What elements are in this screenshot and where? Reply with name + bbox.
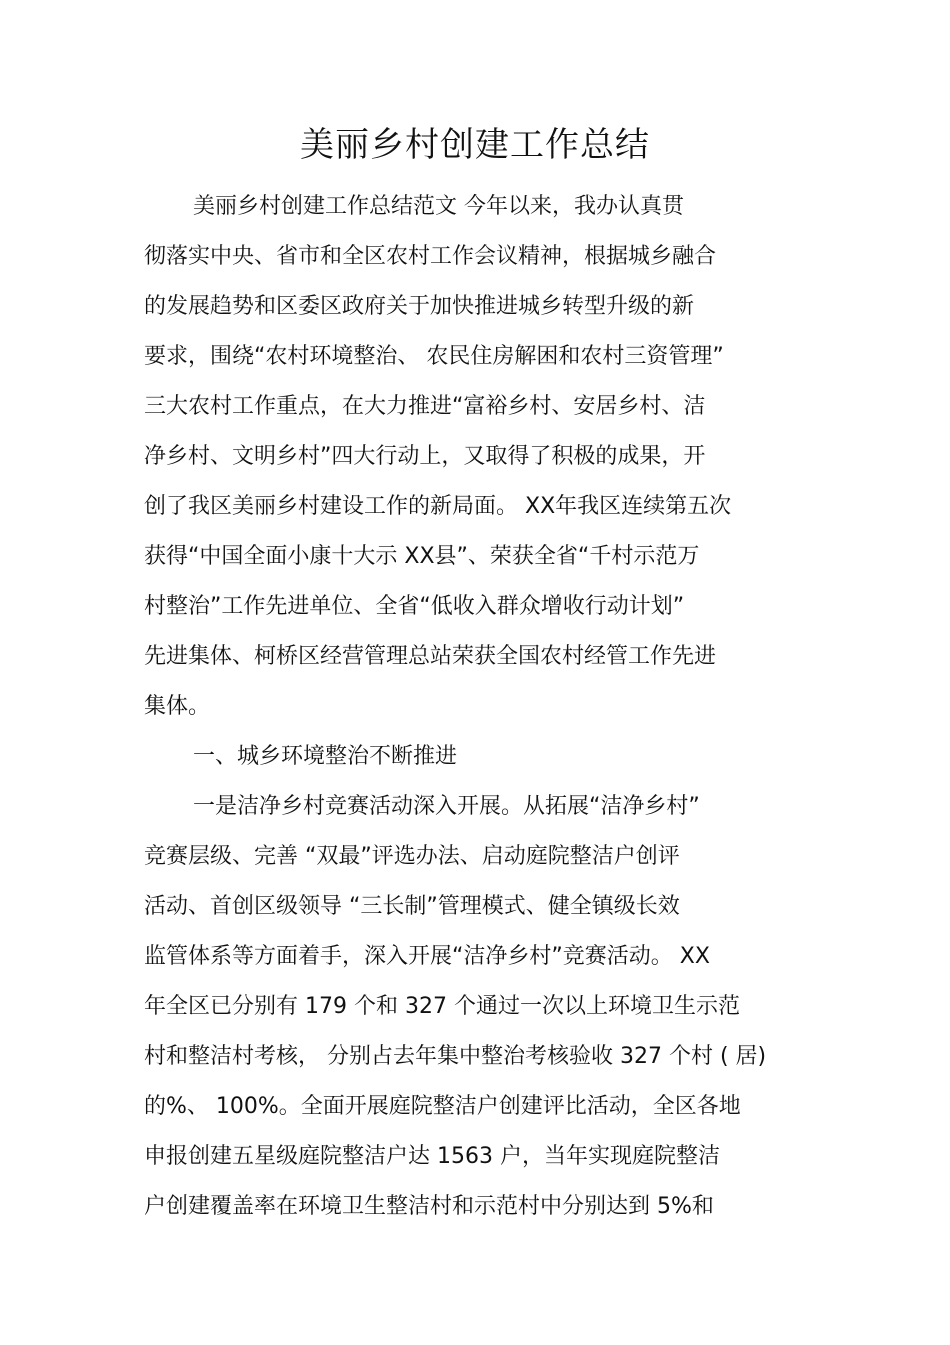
paragraph-line: 申报创建五星级庭院整洁户达 1563 户，当年实现庭院整洁 xyxy=(144,1144,720,1169)
paragraph-line: 户创建覆盖率在环境卫生整洁村和示范村中分别达到 5%和 xyxy=(144,1194,714,1219)
paragraph-line: 竞赛层级、完善 “双最”评选办法、启动庭院整洁户创评 xyxy=(144,844,680,869)
paragraph-line: 年全区已分别有 179 个和 327 个通过一次以上环境卫生示范 xyxy=(144,994,740,1019)
paragraph-line: 的%、 100%。全面开展庭院整洁户创建评比活动，全区各地 xyxy=(144,1094,741,1119)
paragraph-line: 村整治”工作先进单位、全省“低收入群众增收行动计划” xyxy=(144,594,685,619)
document-title: 美丽乡村创建工作总结 xyxy=(300,125,650,165)
section-heading: 一、城乡环境整治不断推进 xyxy=(193,744,458,769)
paragraph-line: 美丽乡村创建工作总结范文 今年以来，我办认真贯 xyxy=(193,194,684,219)
paragraph-line: 一是洁净乡村竞赛活动深入开展。从拓展“洁净乡村” xyxy=(193,794,700,819)
paragraph-line: 要求，围绕“农村环境整治、 农民住房解困和农村三资管理” xyxy=(144,344,724,369)
paragraph-line: 活动、首创区级领导 “三长制”管理模式、健全镇级长效 xyxy=(144,894,680,919)
paragraph-line: 村和整洁村考核， 分别占去年集中整治考核验收 327 个村 ( 居) xyxy=(144,1044,767,1069)
paragraph-line: 获得“中国全面小康十大示 XX县”、荣获全省“千村示范万 xyxy=(144,544,700,569)
paragraph-line: 先进集体、柯桥区经营管理总站荣获全国农村经管工作先进 xyxy=(144,644,717,669)
paragraph-line: 监管体系等方面着手，深入开展“洁净乡村”竞赛活动。 XX xyxy=(144,944,710,969)
paragraph-line: 集体。 xyxy=(144,694,211,719)
paragraph-line: 净乡村、文明乡村”四大行动上，又取得了积极的成果，开 xyxy=(144,444,706,469)
paragraph-line: 的发展趋势和区委区政府关于加快推进城乡转型升级的新 xyxy=(144,294,695,319)
paragraph-line: 创了我区美丽乡村建设工作的新局面。 XX年我区连续第五次 xyxy=(144,494,732,519)
paragraph-line: 彻落实中央、省市和全区农村工作会议精神，根据城乡融合 xyxy=(144,244,717,269)
paragraph-line: 三大农村工作重点，在大力推进“富裕乡村、安居乡村、洁 xyxy=(144,394,706,419)
